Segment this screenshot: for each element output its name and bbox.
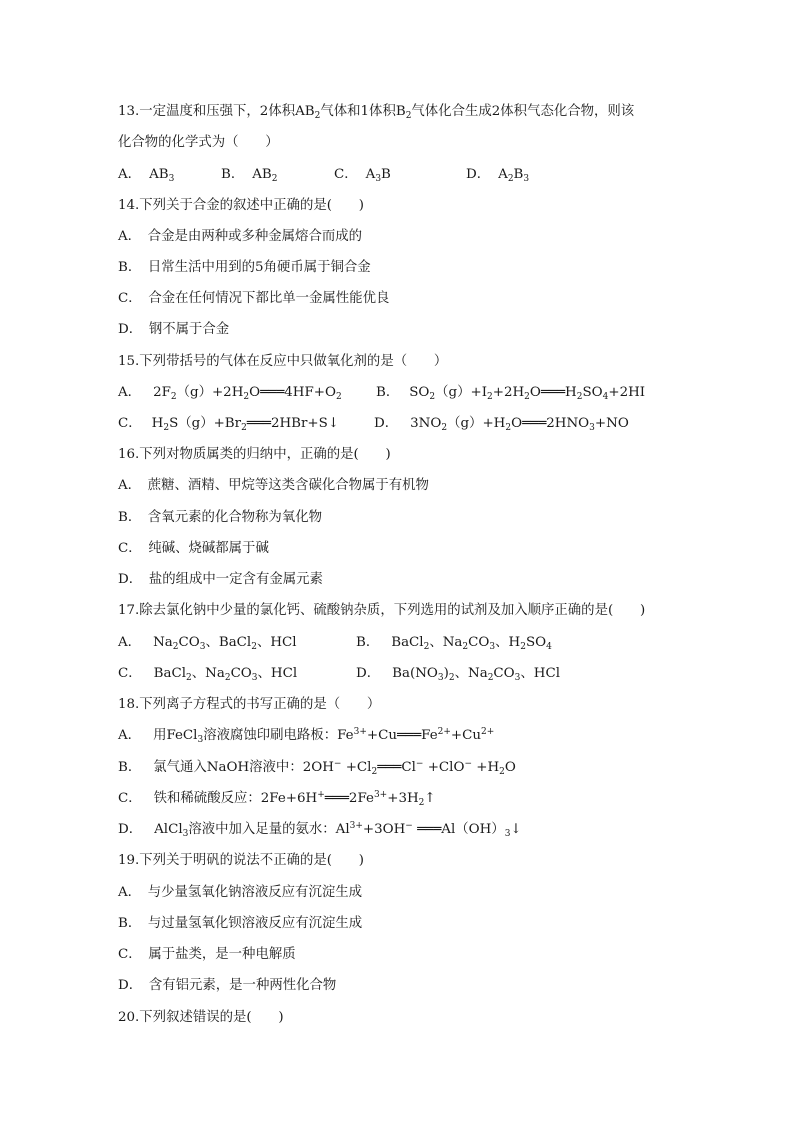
option-b: B． $AB_2$ — [221, 167, 278, 184]
option-c: C． $H_2S(g)+Br_2═══2HBr+S↓$ — [118, 416, 340, 433]
question-14-stem: 14.下列关于合金的叙述中正确的是( ) — [118, 198, 364, 213]
question-18-option-a: A． 用FeCl$_3$溶液腐蚀印刷电路板：$Fe^{3+}+Cu═══Fe^{2+}+Cu^{2+}$ — [118, 727, 495, 745]
option-d: D． $A_2B_3$ — [466, 167, 530, 184]
question-14-option-d: D． 钢不属于合金 — [118, 322, 230, 337]
question-14-option-b: B． 日常生活中用到的5角硬币属于铜合金 — [118, 260, 371, 275]
question-19-stem: 19.下列关于明矾的说法不正确的是( ) — [118, 853, 364, 868]
option-a: A． $Na_2CO_3$、BaCl$_2$、HCl — [118, 635, 297, 652]
question-17-stem: 17.除去氯化钠中少量的氯化钙、硫酸钠杂质，下列选用的试剂及加入顺序正确的是( ) — [118, 603, 646, 618]
question-15-stem: 15.下列带括号的气体在反应中只做氧化剂的是（ ） — [118, 354, 448, 369]
question-18-option-d: D． AlCl$_3$溶液中加入足量的氨水：$Al^{3+}+3OH^-$ $═══Al(OH)_3↓$ — [118, 821, 522, 839]
question-16-option-b: B． 含氧元素的化合物称为氧化物 — [118, 510, 322, 525]
question-16-option-c: C． 纯碱、烧碱都属于碱 — [118, 541, 269, 556]
option-d: D． $Ba(NO_3)_2$、$Na_2CO_3$、HCl — [356, 666, 560, 683]
option-a: A． $AB_3$ — [118, 167, 175, 184]
question-19-option-d: D． 含有铝元素，是一种两性化合物 — [118, 978, 337, 993]
question-19-option-b: B． 与过量氢氧化钡溶液反应有沉淀生成 — [118, 916, 363, 931]
option-a: A． $2F_2(g)+2H_2O═══4HF+O_2$ — [118, 385, 342, 402]
option-b: B． BaCl$_2$、$Na_2CO_3$、$H_2SO_4$ — [356, 635, 552, 652]
question-14-option-a: A． 合金是由两种或多种金属熔合而成的 — [118, 229, 363, 244]
question-14-option-c: C． 合金在任何情况下都比单一金属性能优良 — [118, 291, 390, 306]
option-b: B． $SO_2(g)+I_2+2H_2O═══H_2SO_4+2HI$ — [376, 385, 646, 402]
question-20-stem: 20.下列叙述错误的是( ) — [118, 1010, 284, 1025]
option-c: C． $A_3B$ — [334, 167, 391, 184]
option-c: C． BaCl$_2$、$Na_2CO_3$、HCl — [118, 666, 298, 683]
question-19-option-a: A． 与少量氢氧化钠溶液反应有沉淀生成 — [118, 885, 363, 900]
option-d: D． $3NO_2(g)+H_2O═══2HNO_3+NO$ — [374, 416, 629, 433]
question-18-option-c: C． 铁和稀硫酸反应：$2Fe+6H^+═══2Fe^{3+}+3H_2↑$ — [118, 790, 436, 808]
question-16-option-a: A． 蔗糖、酒精、甲烷等这类含碳化合物属于有机物 — [118, 478, 429, 493]
question-13-stem: 13.一定温度和压强下，2体积$AB_2$气体和1体积$B_2$气体化合生成2体积气态化合物，则该 — [118, 104, 635, 121]
question-16-stem: 16.下列对物质属类的归纳中，正确的是( ) — [118, 447, 391, 462]
question-13-stem-cont: 化合物的化学式为（ ） — [118, 135, 279, 150]
question-18-option-b: B． 氯气通入NaOH溶液中：$2OH^- +Cl_2═══Cl^- +ClO^- +H_2O$ — [118, 759, 516, 777]
question-18-stem: 18.下列离子方程式的书写正确的是（ ） — [118, 697, 381, 712]
question-16-option-d: D． 盐的组成中一定含有金属元素 — [118, 572, 323, 587]
question-19-option-c: C． 属于盐类，是一种电解质 — [118, 947, 296, 962]
